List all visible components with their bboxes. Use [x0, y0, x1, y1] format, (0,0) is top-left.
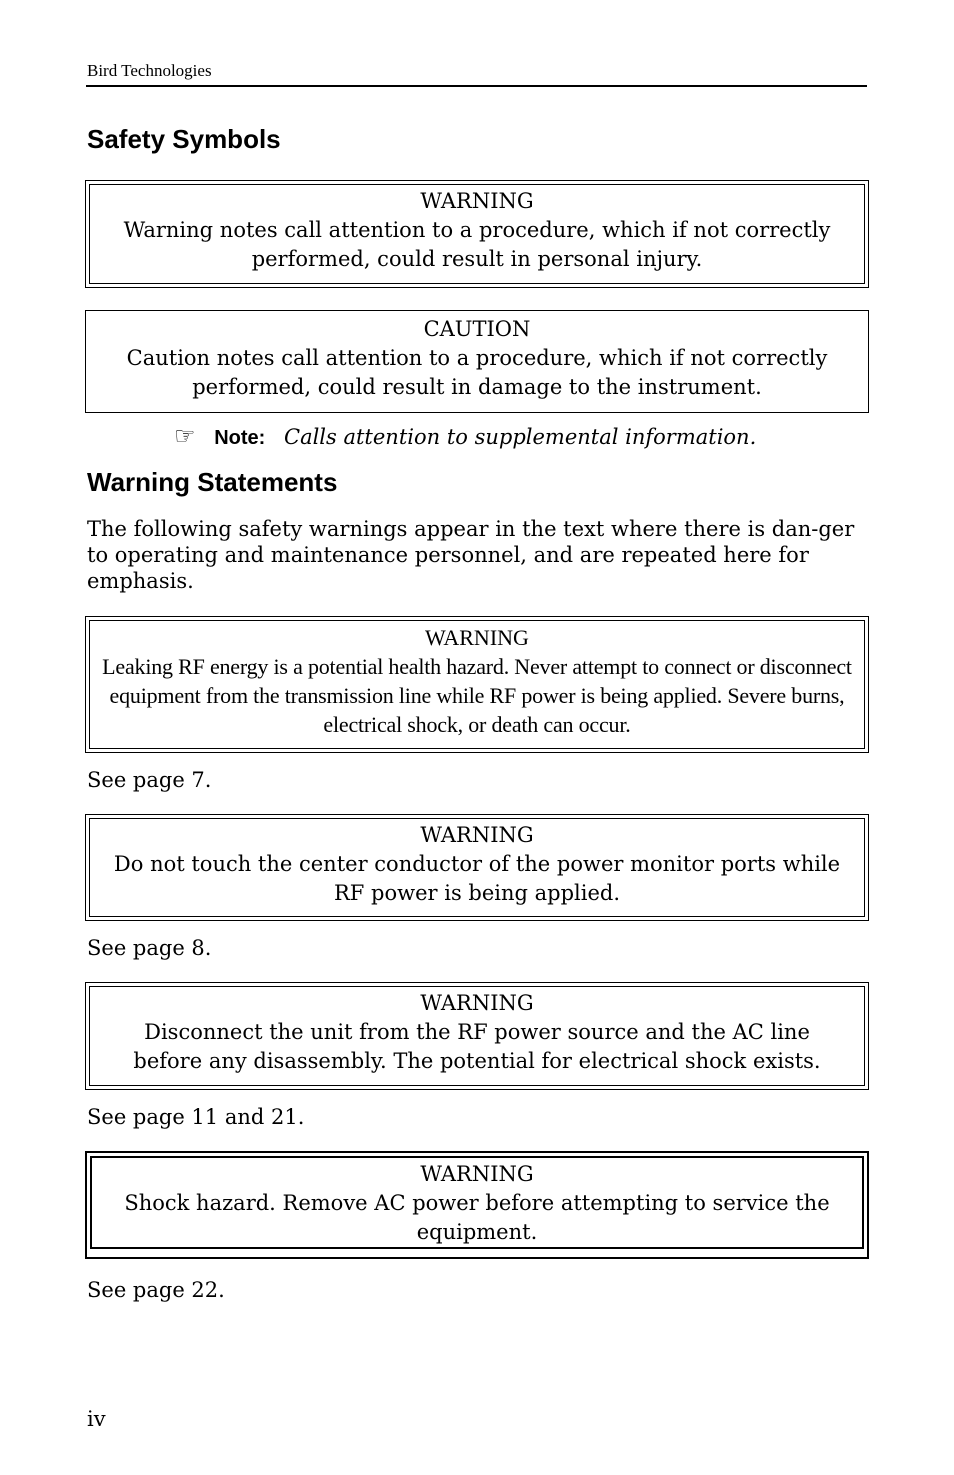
page-reference: See page 11 and 21.: [87, 1105, 305, 1129]
warning-title: WARNING: [420, 991, 534, 1015]
caution-symbol-box: [85, 310, 869, 413]
warning-symbol-box: [85, 180, 869, 288]
note-text: Calls attention to supplemental information.: [284, 425, 757, 449]
warning-symbol-title: WARNING: [420, 189, 534, 213]
running-header: Bird Technologies: [87, 61, 212, 80]
warning-statements-intro: The following safety warnings appear in the text where there is dan-ger to operating and maintenance personnel, and are repeated here for emphasis.: [87, 517, 855, 593]
warning-body: Leaking RF energy is a potential health hazard. Never attempt to connect or disconnect equipment from the transmission line while RF power is being applied. Severe burns, electrical shock, or death can occur.: [102, 654, 852, 737]
warning-title: WARNING: [420, 1162, 534, 1186]
warning-title: WARNING: [420, 823, 534, 847]
caution-symbol-body: Caution notes call attention to a procedure, which if not correctly performed, could result in damage to the instrument.: [126, 346, 828, 399]
page-reference: See page 8.: [87, 936, 212, 960]
warning-box-shock-hazard: [85, 1151, 869, 1259]
warning-box-rf-energy: [85, 616, 869, 753]
header-rule: [86, 85, 867, 87]
warning-body: Disconnect the unit from the RF power source and the AC line before any disassembly. The potential for electrical shock exists.: [133, 1020, 821, 1073]
page-reference: See page 22.: [87, 1278, 225, 1302]
page-reference: See page 7.: [87, 768, 212, 792]
warning-symbol-body: Warning notes call attention to a procedure, which if not correctly performed, could result in personal injury.: [123, 218, 831, 271]
warning-title: WARNING: [425, 625, 529, 650]
safety-symbols-heading: Safety Symbols: [87, 124, 281, 154]
caution-symbol-title: CAUTION: [423, 317, 531, 341]
warning-body: Do not touch the center conductor of the power monitor ports while RF power is being applied.: [113, 852, 841, 905]
warning-body: Shock hazard. Remove AC power before attempting to service the equipment.: [124, 1191, 830, 1244]
warning-box-center-conductor: [85, 814, 869, 921]
warning-statements-heading: Warning Statements: [87, 467, 338, 497]
page-number: iv: [87, 1407, 106, 1431]
note-label: Note:: [214, 427, 266, 449]
note-line: [174, 422, 756, 450]
pointing-hand-icon: ☞: [174, 422, 196, 450]
warning-box-disconnect: [85, 982, 869, 1090]
